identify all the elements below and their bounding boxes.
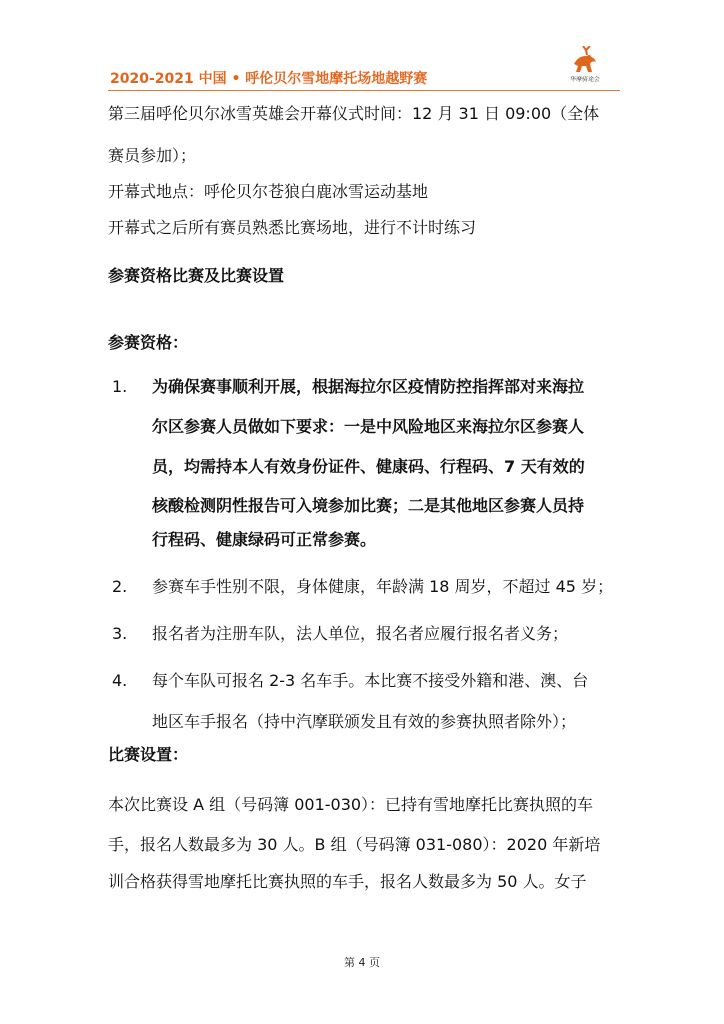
setup-body-line2: 手，报名人数最多为 30 人。B 组（号码簿 031-080）：2020 年新培 bbox=[108, 835, 601, 854]
section-heading-qualification: 参赛资格： bbox=[108, 333, 189, 352]
deer-logo-icon bbox=[556, 46, 614, 76]
header-divider bbox=[108, 90, 620, 91]
list-item-1-line: 员，均需持本人有效身份证件、健康码、行程码、7 天有效的 bbox=[152, 457, 585, 476]
list-item-4-line2: 地区车手报名（持中汽摩联颁发且有效的参赛执照者除外）； bbox=[152, 712, 577, 731]
section-heading-qualification-setup: 参赛资格比赛及比赛设置 bbox=[108, 266, 285, 285]
setup-body-line1: 本次比赛设 A 组（号码簿 001-030）：已持有雪地摩托比赛执照的车 bbox=[108, 795, 594, 814]
setup-body-line3: 训合格获得雪地摩托比赛执照的车手，报名人数最多为 50 人。女子 bbox=[108, 872, 587, 891]
list-number: 3. bbox=[112, 624, 128, 643]
list-item-1-line: 尔区参赛人员做如下要求：一是中风险地区来海拉尔区参赛人 bbox=[152, 417, 585, 436]
organizer-logo bbox=[556, 46, 614, 86]
list-item-4-line1: 每个车队可报名 2-3 名车手。本比赛不接受外籍和港、澳、台 bbox=[152, 671, 589, 690]
list-item-1-line: 行程码、健康绿码可正常参赛。 bbox=[152, 530, 377, 549]
ceremony-time-line1: 第三届呼伦贝尔冰雪英雄会开幕仪式时间：12 月 31 日 09:00（全体 bbox=[108, 104, 600, 123]
section-heading-setup: 比赛设置： bbox=[108, 745, 189, 764]
list-item-1-line: 为确保赛事顺利开展，根据海拉尔区疫情防控指挥部对来海拉 bbox=[152, 377, 585, 396]
list-item-1-line: 核酸检测阴性报告可入境参加比赛；二是其他地区参赛人员持 bbox=[152, 496, 585, 515]
list-item-2: 参赛车手性别不限，身体健康，年龄满 18 周岁，不超过 45 岁； bbox=[152, 577, 614, 596]
list-number: 1. bbox=[112, 377, 128, 396]
header-title: 2020-2021 中国 • 呼伦贝尔雪地摩托场地越野赛 bbox=[110, 71, 428, 87]
page-number: 第 4 页 bbox=[344, 956, 380, 969]
list-number: 2. bbox=[112, 577, 128, 596]
logo-caption: 华摩骑途会 bbox=[570, 75, 600, 83]
practice-note: 开幕式之后所有赛员熟悉比赛场地，进行不计时练习 bbox=[108, 218, 477, 237]
ceremony-time-line2: 赛员参加）； bbox=[108, 146, 197, 165]
list-number: 4. bbox=[112, 671, 128, 690]
ceremony-location: 开幕式地点：呼伦贝尔苍狼白鹿冰雪运动基地 bbox=[108, 182, 429, 201]
list-item-3: 报名者为注册车队，法人单位，报名者应履行报名者义务； bbox=[152, 624, 569, 643]
